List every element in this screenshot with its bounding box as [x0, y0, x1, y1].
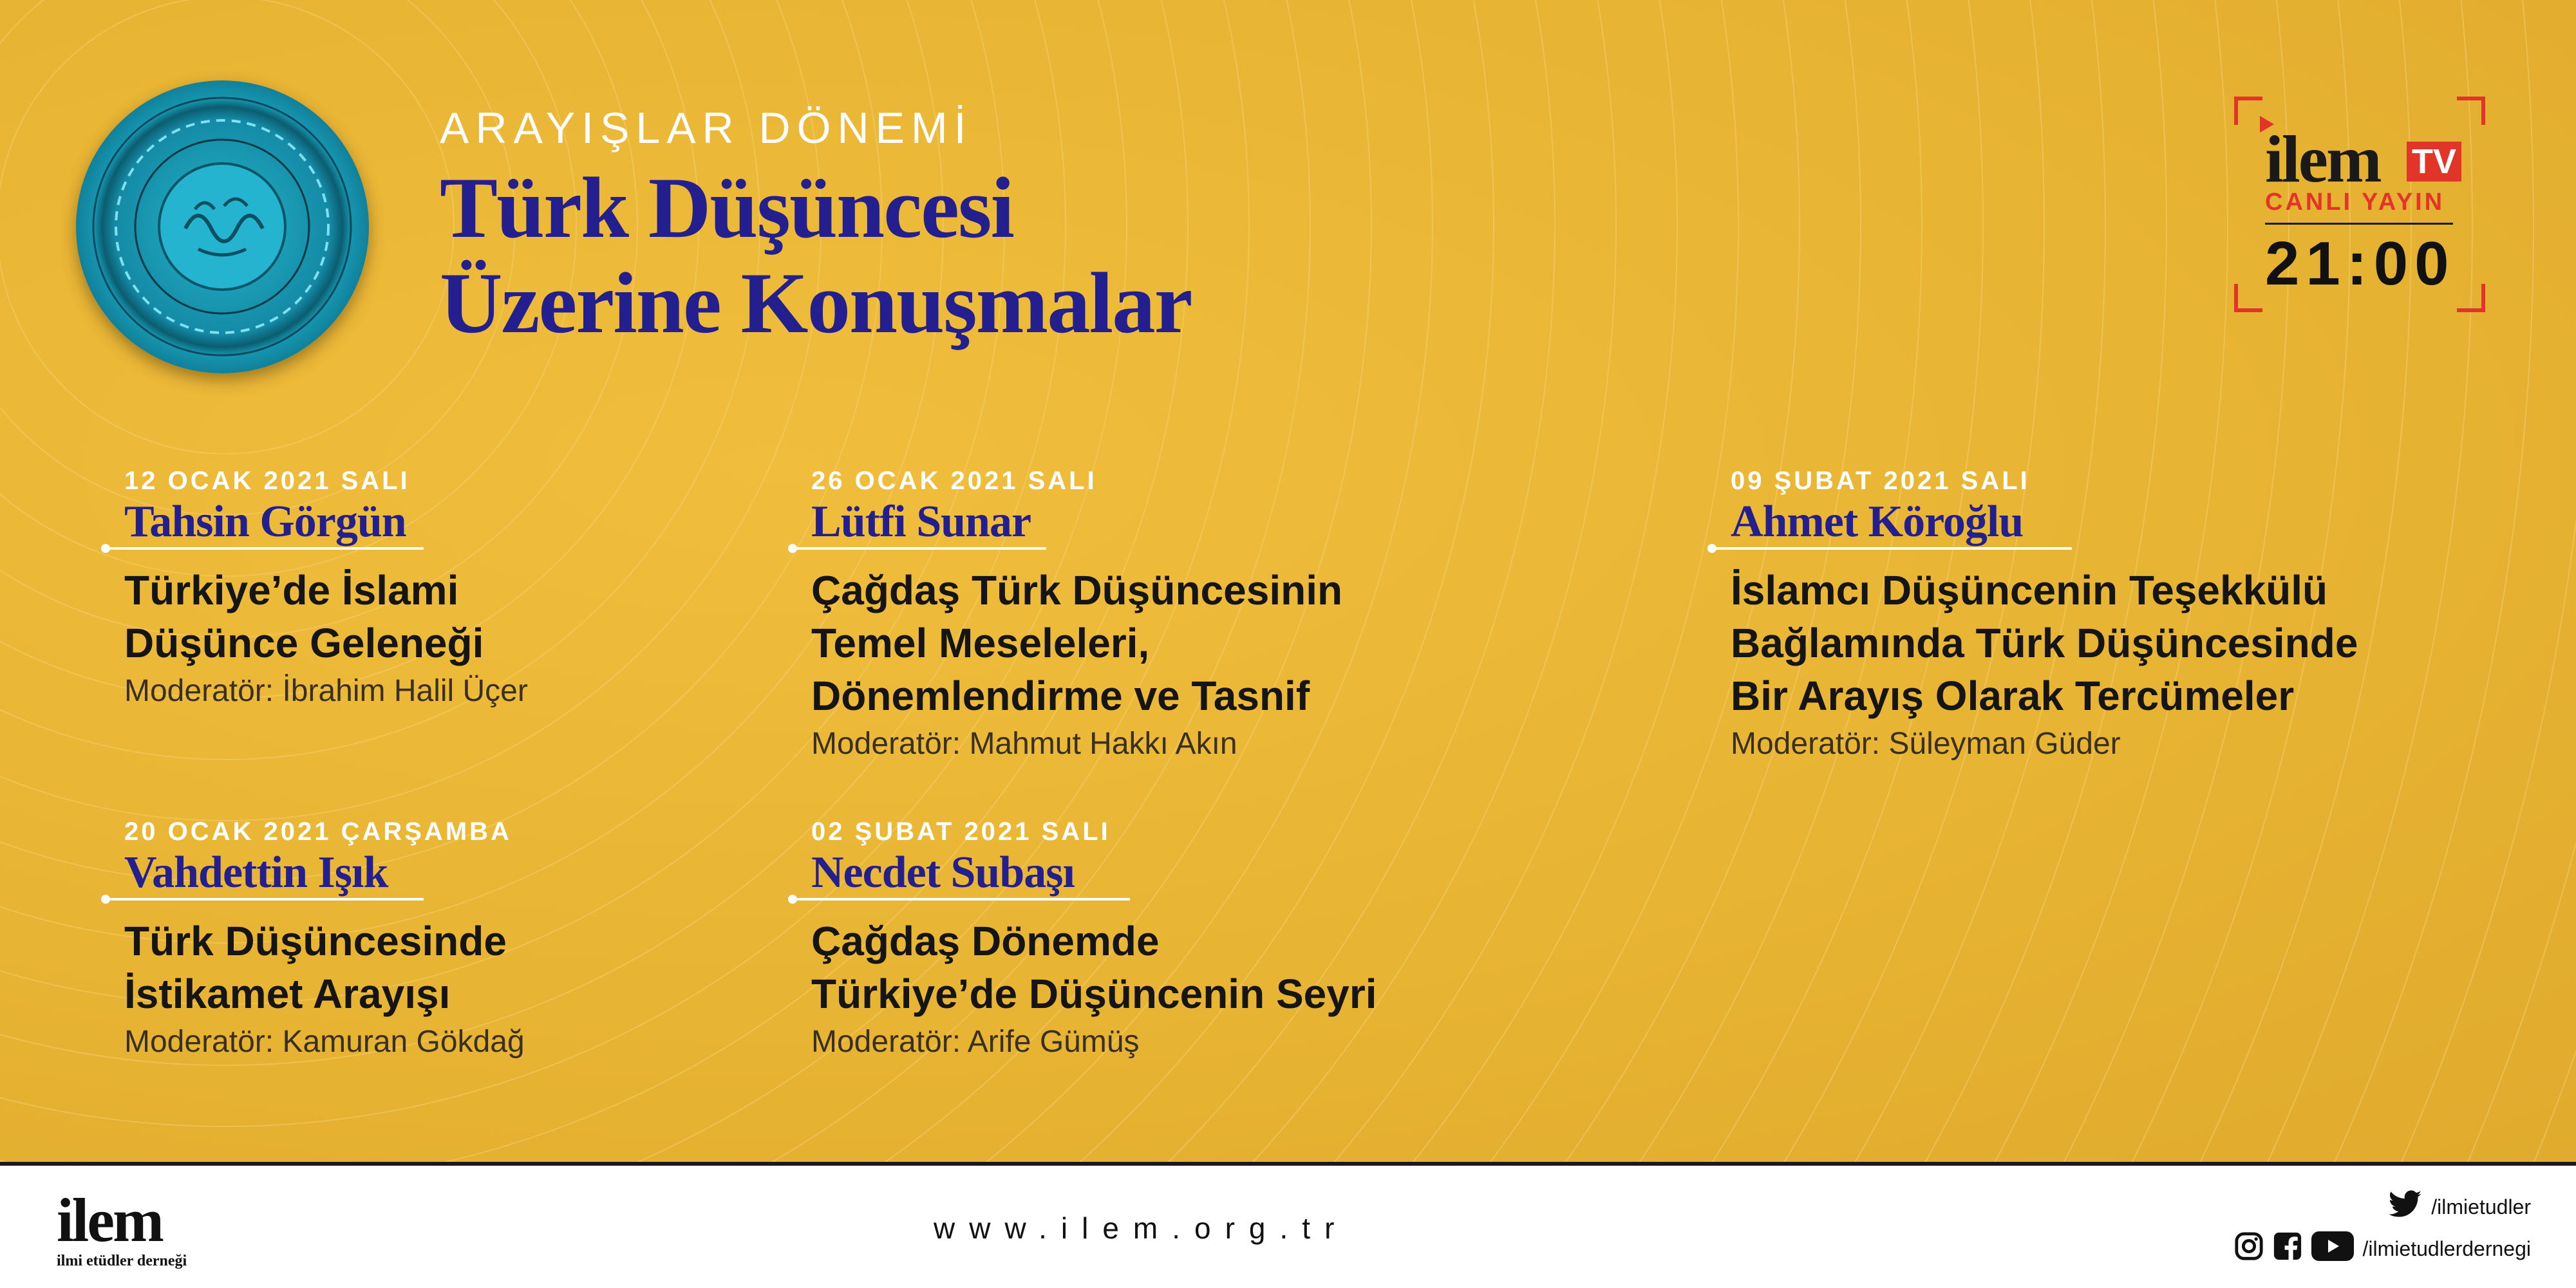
youtube-icon[interactable]: [2311, 1231, 2354, 1266]
live-label: CANLI YAYIN: [2265, 189, 2445, 216]
tv-badge: TV: [2407, 142, 2461, 182]
website-link[interactable]: www.ilem.org.tr: [934, 1211, 1349, 1245]
speaker-name: Tahsin Görgün: [124, 497, 406, 546]
talk-date: 12 OCAK 2021 SALI: [124, 467, 410, 495]
moderator: Moderatör: İbrahim Halil Üçer: [124, 674, 528, 708]
talk-topic: [124, 915, 525, 1020]
instagram-icon[interactable]: [2234, 1231, 2264, 1266]
topic-line: İstikamet Arayışı: [124, 971, 451, 1017]
title-line-1: Türk Düşüncesi: [440, 160, 1014, 256]
live-broadcast-badge: [2234, 97, 2485, 312]
talk-item: [124, 817, 525, 1059]
other-social-handle[interactable]: /ilmietudlerdernegi: [2362, 1237, 2531, 1260]
talk-date: 09 ŞUBAT 2021 SALI: [1731, 467, 2030, 495]
speaker-name: Vahdettin Işık: [124, 848, 388, 897]
moderator: Moderatör: Kamuran Gökdağ: [124, 1025, 525, 1059]
speaker-underline: [792, 898, 1130, 901]
divider: [2265, 223, 2453, 225]
topic-line: Dönemlendirme ve Tasnif: [811, 673, 1310, 719]
topic-line: Türkiye’de İslami: [124, 567, 459, 613]
moderator: Moderatör: Mahmut Hakkı Akın: [811, 727, 1237, 761]
topic-line: Temel Meseleleri,: [811, 620, 1150, 666]
footer: [0, 1162, 2576, 1288]
frame-corner: [2234, 97, 2262, 125]
talk-topic: [1731, 564, 2358, 722]
topic-line: Düşünce Geleneği: [124, 620, 484, 666]
footer-logo[interactable]: ilem: [57, 1186, 162, 1255]
page-title: [440, 161, 1192, 351]
speaker-underline: [105, 898, 424, 901]
talk-topic: [124, 564, 528, 669]
twitter-handle[interactable]: /ilmietudler: [2431, 1195, 2531, 1218]
speaker-name: Ahmet Köroğlu: [1731, 497, 2024, 546]
topic-line: Türkiye’de Düşüncenin Seyri: [811, 971, 1377, 1017]
frame-corner: [2234, 284, 2262, 312]
moderator: Moderatör: Arife Gümüş: [811, 1025, 1140, 1059]
talk-topic: [811, 564, 1342, 722]
talk-item: [811, 817, 1377, 1059]
ceramic-bowl-image: [76, 80, 369, 373]
social-accounts: [2234, 1231, 2531, 1266]
talk-date: 02 ŞUBAT 2021 SALI: [811, 817, 1111, 846]
talk-item: [124, 467, 528, 709]
talk-date: 20 OCAK 2021 ÇARŞAMBA: [124, 817, 512, 846]
talk-item: [1731, 467, 2358, 761]
broadcast-time: 21:00: [2265, 229, 2456, 298]
twitter-icon[interactable]: [2389, 1190, 2422, 1224]
talk-topic: [811, 915, 1377, 1020]
speaker-name: Necdet Subaşı: [811, 848, 1075, 897]
topic-line: Çağdaş Türk Düşüncesinin: [811, 567, 1343, 613]
speaker-name: Lütfi Sunar: [811, 497, 1031, 546]
topic-line: Bir Arayış Olarak Tercümeler: [1731, 673, 2295, 719]
frame-corner: [2457, 284, 2485, 312]
speaker-underline: [105, 547, 424, 550]
title-line-2: Üzerine Konuşmalar: [440, 256, 1192, 351]
frame-corner: [2457, 97, 2485, 125]
topic-line: Türk Düşüncesinde: [124, 918, 507, 964]
topic-line: Bağlamında Türk Düşüncesinde: [1731, 620, 2358, 666]
social-twitter[interactable]: [2389, 1190, 2531, 1224]
footer-logo-subtitle: ilmi etüdler derneği: [57, 1253, 187, 1269]
speaker-underline: [792, 547, 1046, 550]
talk-date: 26 OCAK 2021 SALI: [811, 467, 1097, 495]
talk-item: [811, 467, 1342, 761]
topic-line: İslamcı Düşüncenin Teşekkülü: [1731, 567, 2328, 613]
speaker-underline: [1711, 547, 2072, 550]
series-label: ARAYIŞLAR DÖNEMİ: [440, 104, 973, 153]
facebook-icon[interactable]: [2273, 1231, 2302, 1266]
moderator: Moderatör: Süleyman Güder: [1731, 727, 2121, 761]
tv-logo: ilem: [2265, 122, 2380, 196]
topic-line: Çağdaş Dönemde: [811, 918, 1160, 964]
